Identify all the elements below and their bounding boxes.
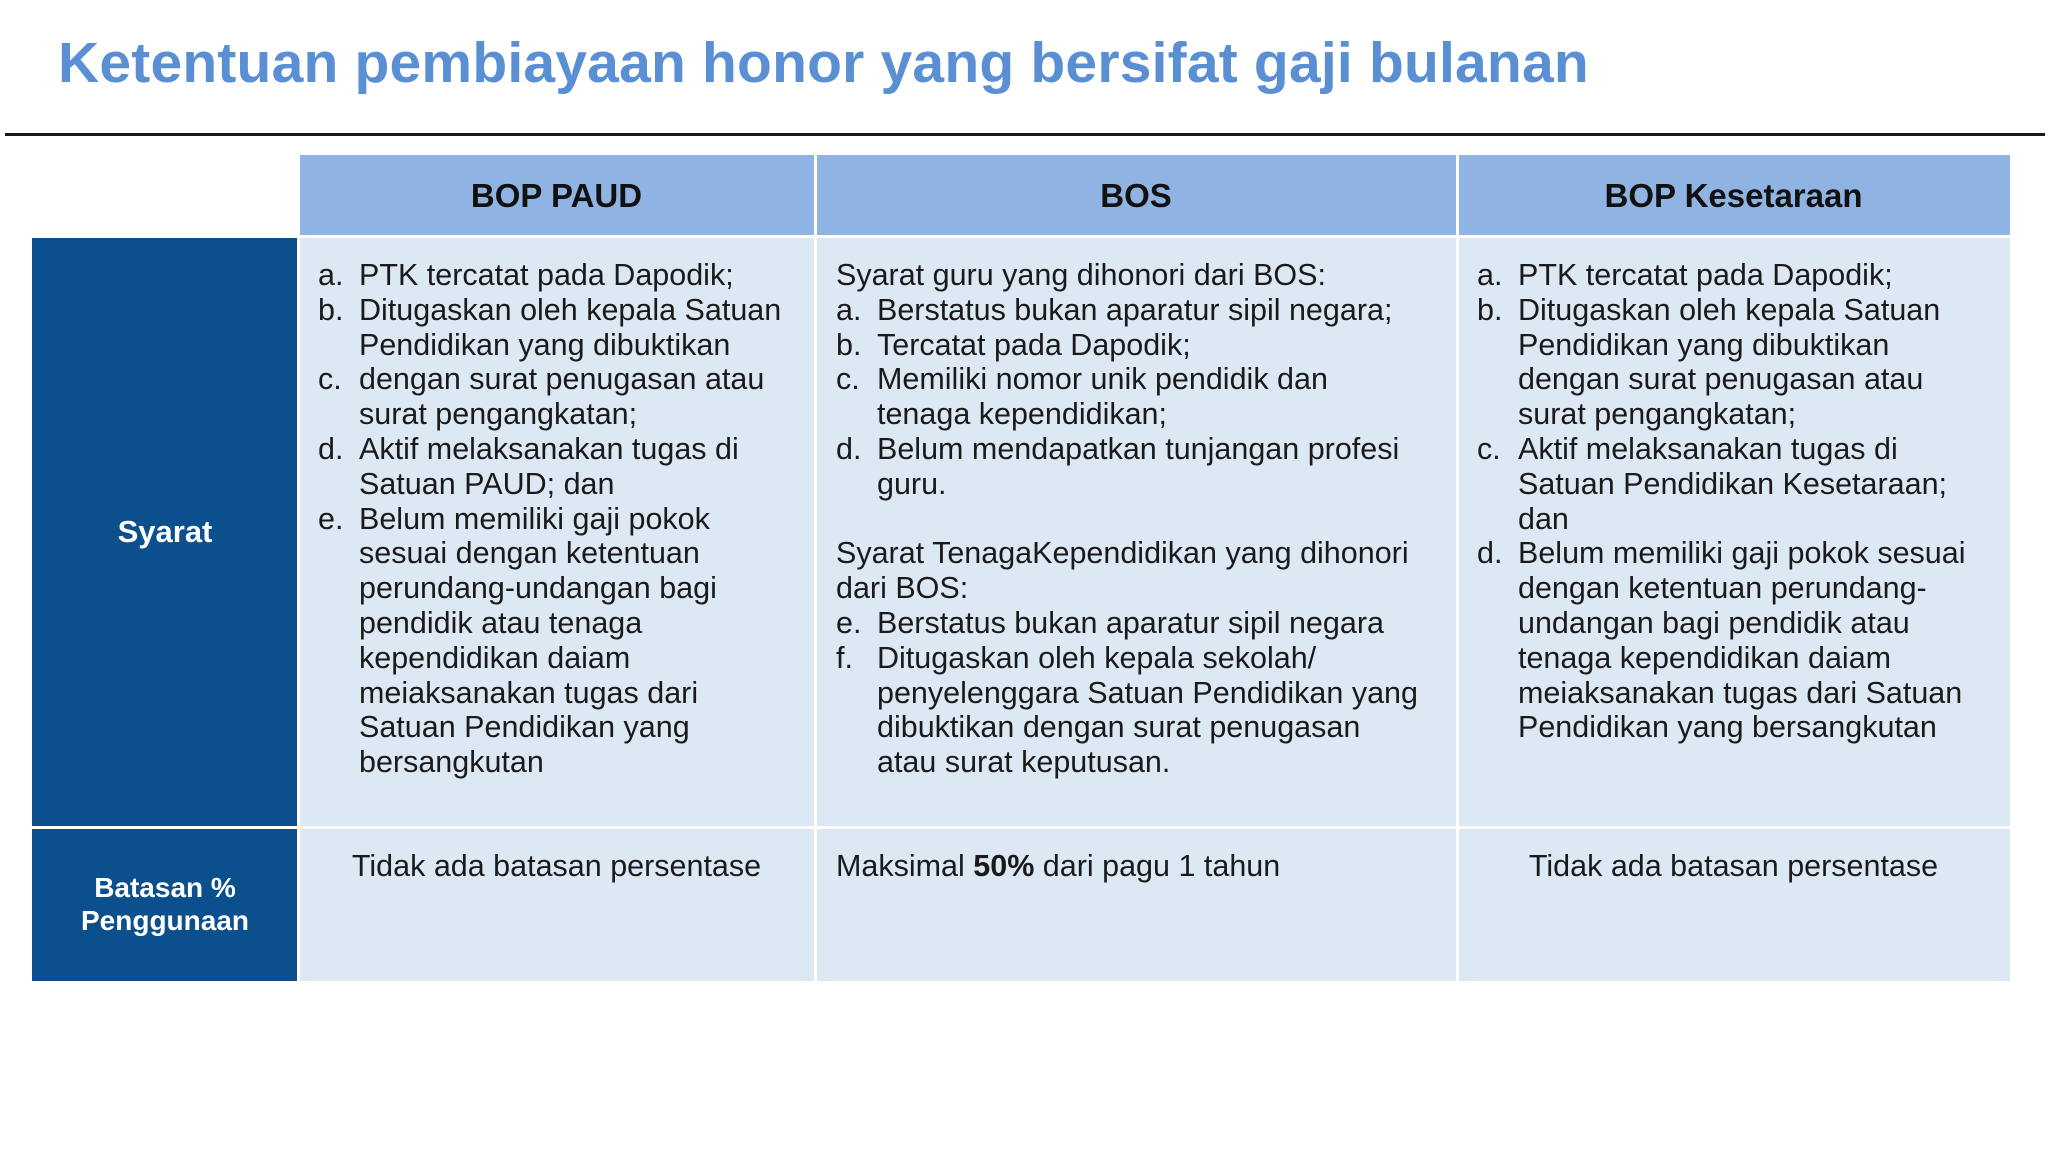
grid-line bbox=[814, 155, 817, 981]
list-text: Satuan PAUD; dan bbox=[359, 466, 615, 501]
bos-guru-intro: Syarat guru yang dihonori dari BOS: bbox=[836, 258, 1326, 292]
batasan-bos-value: 50% bbox=[973, 849, 1035, 883]
list-line bbox=[318, 571, 815, 606]
list-line bbox=[1477, 293, 2010, 328]
list-text: Tercatat pada Dapodik; bbox=[877, 327, 1191, 362]
list-line bbox=[1477, 258, 2010, 293]
list-text: undangan bagi pendidik atau bbox=[1518, 605, 1910, 640]
column-header-bop-kesetaraan: BOP Kesetaraan bbox=[1457, 155, 2010, 236]
syarat-bos-guru-list bbox=[836, 293, 1457, 502]
list-text: dengan surat penugasan atau bbox=[1518, 362, 1924, 397]
list-text: kependidikan daiam bbox=[359, 640, 631, 675]
list-text: penyelenggara Satuan Pendidikan yang bbox=[877, 675, 1418, 710]
list-text: pendidik atau tenaga bbox=[359, 605, 643, 640]
list-line bbox=[836, 293, 1457, 328]
batasan-bos-text bbox=[836, 849, 1280, 883]
list-text: dengan ketentuan perundang- bbox=[1518, 571, 1927, 606]
list-text: Berstatus bukan aparatur sipil negara bbox=[877, 605, 1384, 640]
list-line bbox=[318, 293, 815, 328]
batasan-bos-suffix: dari pagu 1 tahun bbox=[1034, 849, 1281, 883]
list-text: PTK tercatat pada Dapodik; bbox=[1518, 258, 1893, 292]
bos-tendik-intro-line2: dari BOS: bbox=[836, 571, 969, 606]
list-text: Belum mendapatkan tunjangan profesi bbox=[877, 431, 1400, 466]
list-marker: b. bbox=[1477, 292, 1503, 327]
list-marker: f. bbox=[836, 640, 853, 675]
syarat-bop-paud-list bbox=[318, 258, 815, 780]
list-line bbox=[318, 397, 815, 432]
list-marker: e. bbox=[318, 501, 344, 536]
list-text: surat pengangkatan; bbox=[1518, 397, 1797, 432]
list-text: Pendidikan yang dibuktikan bbox=[359, 327, 731, 362]
list-line bbox=[836, 328, 1457, 363]
list-line bbox=[318, 676, 815, 711]
list-line bbox=[318, 710, 815, 745]
list-line bbox=[836, 606, 1457, 641]
list-text: dan bbox=[1518, 501, 1569, 536]
list-text: sesuai dengan ketentuan bbox=[359, 536, 700, 571]
list-marker: a. bbox=[318, 258, 344, 292]
batasan-bos-prefix: Maksimal bbox=[836, 849, 974, 883]
list-text: Belum memiliki gaji pokok sesuai bbox=[1518, 536, 1966, 571]
list-line bbox=[1477, 536, 2010, 571]
list-text: surat pengangkatan; bbox=[359, 397, 638, 432]
list-marker: a. bbox=[1477, 258, 1503, 292]
syarat-bop-paud-cell bbox=[298, 236, 815, 827]
list-text: Ditugaskan oleh kepala sekolah/ bbox=[877, 640, 1317, 675]
batasan-bos-cell bbox=[815, 827, 1457, 981]
batasan-bop-kesetaraan-text: Tidak ada batasan persentase bbox=[1528, 849, 1939, 883]
list-marker: b. bbox=[836, 327, 862, 362]
batasan-bop-paud-text: Tidak ada batasan persentase bbox=[351, 849, 762, 883]
list-text: perundang-undangan bagi bbox=[359, 571, 717, 606]
list-text: dibuktikan dengan surat penugasan bbox=[877, 710, 1361, 745]
list-line bbox=[1477, 710, 2010, 745]
list-text: Belum memiliki gaji pokok bbox=[359, 501, 710, 536]
list-line bbox=[1477, 397, 2010, 432]
list-line bbox=[318, 328, 815, 363]
grid-line bbox=[32, 235, 2010, 238]
list-line bbox=[318, 258, 815, 293]
list-text: PTK tercatat pada Dapodik; bbox=[359, 258, 734, 292]
list-line bbox=[318, 502, 815, 537]
list-text: Pendidikan yang dibuktikan bbox=[1518, 327, 1890, 362]
list-line bbox=[836, 641, 1457, 676]
list-line bbox=[836, 362, 1457, 397]
list-marker: c. bbox=[318, 362, 342, 397]
list-text: tenaga kependidikan; bbox=[877, 397, 1167, 432]
bos-tendik-intro-line1: Syarat TenagaKependidikan yang dihonori bbox=[836, 536, 1409, 571]
list-text: guru. bbox=[877, 466, 947, 501]
list-text: meiaksanakan tugas dari Satuan bbox=[1518, 675, 1963, 710]
list-text: Ditugaskan oleh kepala Satuan bbox=[1518, 292, 1941, 327]
list-line bbox=[318, 745, 815, 780]
list-line bbox=[1477, 676, 2010, 711]
list-line bbox=[318, 432, 815, 467]
list-line bbox=[318, 606, 815, 641]
list-line bbox=[836, 676, 1457, 711]
list-text: Satuan Pendidikan yang bbox=[359, 710, 690, 745]
list-text: Aktif melaksanakan tugas di bbox=[359, 431, 739, 466]
list-marker: a. bbox=[836, 292, 862, 327]
list-line bbox=[1477, 606, 2010, 641]
list-text: dengan surat penugasan atau bbox=[359, 362, 765, 397]
list-line bbox=[836, 397, 1457, 432]
list-line bbox=[318, 536, 815, 571]
list-text: atau surat keputusan. bbox=[877, 745, 1171, 780]
column-header-bos: BOS bbox=[815, 155, 1457, 236]
list-line bbox=[1477, 641, 2010, 676]
list-text: tenaga kependidikan daiam bbox=[1518, 640, 1892, 675]
batasan-bop-paud-cell bbox=[298, 827, 815, 981]
list-text: bersangkutan bbox=[359, 745, 544, 780]
list-line bbox=[836, 467, 1457, 502]
list-line bbox=[1477, 502, 2010, 537]
list-text: Berstatus bukan aparatur sipil negara; bbox=[877, 292, 1393, 327]
list-marker: d. bbox=[318, 431, 344, 466]
list-line bbox=[1477, 328, 2010, 363]
list-marker: e. bbox=[836, 605, 862, 640]
syarat-bop-kesetaraan-list bbox=[1477, 258, 2010, 745]
list-line bbox=[1477, 467, 2010, 502]
list-line bbox=[836, 710, 1457, 745]
row-label-batasan-line1: Batasan % bbox=[94, 872, 236, 903]
list-line bbox=[318, 362, 815, 397]
list-text: Memiliki nomor unik pendidik dan bbox=[877, 362, 1328, 397]
list-marker: d. bbox=[1477, 536, 1503, 571]
list-text: meiaksanakan tugas dari bbox=[359, 675, 699, 710]
list-line bbox=[836, 432, 1457, 467]
grid-line bbox=[32, 826, 2010, 829]
list-text: Ditugaskan oleh kepala Satuan bbox=[359, 292, 782, 327]
list-marker: d. bbox=[836, 431, 862, 466]
row-label-batasan-line2: Penggunaan bbox=[80, 905, 249, 936]
list-marker: c. bbox=[836, 362, 860, 397]
list-marker: c. bbox=[1477, 431, 1501, 466]
list-line bbox=[1477, 571, 2010, 606]
page-title: Ketentuan pembiayaan honor yang bersifat gaji bulanan bbox=[58, 31, 1589, 95]
list-line bbox=[1477, 362, 2010, 397]
grid-line bbox=[1456, 155, 1459, 981]
list-line bbox=[318, 467, 815, 502]
list-text: Satuan Pendidikan Kesetaraan; bbox=[1518, 466, 1948, 501]
syarat-bop-kesetaraan-cell bbox=[1457, 236, 2010, 827]
grid-line bbox=[297, 155, 300, 981]
syarat-bos-tendik-list bbox=[836, 606, 1457, 780]
row-label-syarat: Syarat bbox=[32, 236, 298, 827]
batasan-bop-kesetaraan-cell bbox=[1457, 827, 2010, 981]
list-text: Aktif melaksanakan tugas di bbox=[1518, 431, 1898, 466]
list-marker: b. bbox=[318, 292, 344, 327]
list-line bbox=[836, 745, 1457, 780]
list-text: Pendidikan yang bersangkutan bbox=[1518, 710, 1937, 745]
title-divider bbox=[5, 133, 2045, 136]
column-header-bop-paud: BOP PAUD bbox=[298, 155, 815, 236]
row-label-batasan bbox=[32, 827, 298, 981]
syarat-bos-cell bbox=[815, 236, 1457, 827]
list-line bbox=[1477, 432, 2010, 467]
list-line bbox=[318, 641, 815, 676]
